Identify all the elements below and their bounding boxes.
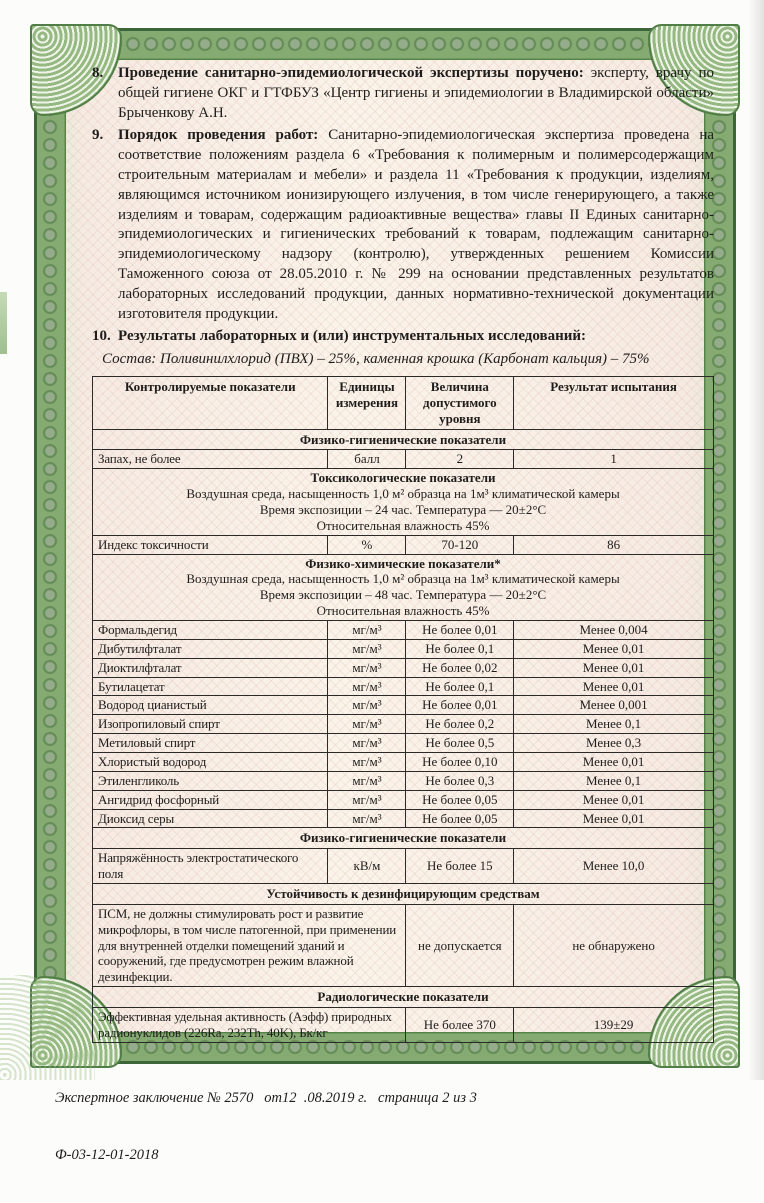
footer-conclusion-number: Экспертное заключение № 2570 от12 .08.2019 г. страница 2 из 3 bbox=[55, 1089, 477, 1106]
table-row bbox=[93, 771, 714, 790]
section-condition-line: Время экспозиции – 24 час. Температура — 20±2°С bbox=[259, 501, 547, 517]
indicator-result: Менее 0,3 bbox=[514, 734, 714, 753]
section-condition-line: Воздушная среда, насыщенность 1,0 м² образца на 1м³ климатической камеры bbox=[186, 486, 620, 502]
table-section-row bbox=[93, 429, 714, 450]
table-row bbox=[93, 849, 714, 884]
indicator-name: Этиленгликоль bbox=[93, 771, 328, 790]
section-block bbox=[93, 469, 714, 535]
indicator-limit: Не более 15 bbox=[406, 849, 514, 884]
table-row bbox=[93, 753, 714, 772]
indicator-unit: мг/м³ bbox=[328, 734, 406, 753]
indicator-unit: мг/м³ bbox=[328, 753, 406, 772]
section-title: Физико-гигиенические показатели bbox=[93, 429, 714, 450]
indicator-limit: Не более 0,2 bbox=[406, 715, 514, 734]
indicator-name: Формальдегид bbox=[93, 620, 328, 639]
indicator-unit: мг/м³ bbox=[328, 696, 406, 715]
indicator-result: Менее 0,1 bbox=[514, 715, 714, 734]
indicator-result: Менее 0,01 bbox=[514, 809, 714, 828]
indicator-limit: Не более 0,5 bbox=[406, 734, 514, 753]
indicator-unit: мг/м³ bbox=[328, 771, 406, 790]
paragraph-text bbox=[118, 327, 586, 347]
section-condition-line: Относительная влажность 45% bbox=[316, 517, 490, 533]
border-ornament-left bbox=[34, 28, 66, 1064]
table-header-row bbox=[93, 376, 714, 429]
table-row bbox=[93, 677, 714, 696]
paragraph-number: 10. bbox=[92, 328, 111, 345]
indicator-result: 139±29 bbox=[514, 1008, 714, 1043]
scan-edge-artifact bbox=[0, 292, 7, 354]
section-title: Радиологические показатели bbox=[93, 987, 714, 1008]
paragraph-10 bbox=[92, 327, 714, 347]
paragraph-text bbox=[118, 64, 714, 123]
table-row bbox=[93, 734, 714, 753]
section-title: Физико-химические показатели* bbox=[305, 555, 501, 571]
paragraph-rest: эксперту, врачу по общей гигиене ОКГ и ГТФБУЗ «Центр гигиены и эпидемиологии в Владимирской области» Брыченкову А.Н. bbox=[118, 65, 714, 121]
indicator-name: Эффективная удельная активность (Аэфф) природных радионуклидов (226Ra, 232Th, 40K), Бк/кг bbox=[93, 1008, 406, 1043]
indicator-name: ПСМ, не должны стимулировать рост и развитие микрофлоры, в том числе патогенной, при применении для внутренней отделки помещений зданий и сооружений, где предусмотрен режим влажной дезинфекции. bbox=[93, 904, 406, 986]
section-title: Физико-гигиенические показатели bbox=[93, 828, 714, 849]
indicator-unit: мг/м³ bbox=[328, 809, 406, 828]
composition-line: Состав: Поливинилхлорид (ПВХ) – 25%, каменная крошка (Карбонат кальция) – 75% bbox=[102, 351, 650, 368]
indicator-limit: 70-120 bbox=[406, 535, 514, 554]
indicator-result: Менее 0,01 bbox=[514, 790, 714, 809]
indicator-unit: кВ/м bbox=[328, 849, 406, 884]
table-section-row bbox=[93, 884, 714, 905]
paragraph-9 bbox=[92, 126, 714, 324]
indicator-result: Менее 0,01 bbox=[514, 658, 714, 677]
footer-form-code: Ф-03-12-01-2018 bbox=[55, 1146, 159, 1163]
indicator-limit: Не более 0,05 bbox=[406, 790, 514, 809]
indicator-limit: Не более 0,1 bbox=[406, 677, 514, 696]
col-header-units: Единицы измерения bbox=[328, 376, 406, 429]
indicator-limit: Не более 0,3 bbox=[406, 771, 514, 790]
indicator-result: Менее 0,001 bbox=[514, 696, 714, 715]
indicator-name: Бутилацетат bbox=[93, 677, 328, 696]
indicator-result: Менее 0,01 bbox=[514, 639, 714, 658]
indicator-limit: Не более 0,10 bbox=[406, 753, 514, 772]
results-table bbox=[92, 376, 714, 1043]
section-block bbox=[93, 554, 714, 620]
paragraph-lead: Проведение санитарно-эпидемиологической экспертизы поручено: bbox=[118, 65, 584, 81]
indicator-limit: Не более 0,02 bbox=[406, 658, 514, 677]
page-footer bbox=[55, 1051, 714, 1203]
table-row bbox=[93, 450, 714, 469]
indicator-name: Изопропиловый спирт bbox=[93, 715, 328, 734]
indicator-name: Хлористый водород bbox=[93, 753, 328, 772]
table-section-row bbox=[93, 554, 714, 620]
indicator-name: Ангидрид фосфорный bbox=[93, 790, 328, 809]
table-row bbox=[93, 696, 714, 715]
paragraph-lead: Результаты лабораторных и (или) инструментальных исследований: bbox=[118, 328, 587, 345]
paragraph-number: 9. bbox=[92, 127, 104, 144]
indicator-limit: 2 bbox=[406, 450, 514, 469]
indicator-name: Запах, не более bbox=[93, 450, 328, 469]
table-row bbox=[93, 715, 714, 734]
indicator-name: Напряжённость электростатического поля bbox=[93, 849, 328, 884]
indicator-name: Дибутилфталат bbox=[93, 639, 328, 658]
indicator-unit: балл bbox=[328, 450, 406, 469]
section-title: Устойчивость к дезинфицирующим средствам bbox=[93, 884, 714, 905]
table-row bbox=[93, 904, 714, 986]
indicator-limit: Не более 0,01 bbox=[406, 620, 514, 639]
paragraph-rest: Санитарно-эпидемиологическая экспертиза проведена на соответствие положениям раздела 6 «Требования к полимерным и полимерсодержащим строительным материалам и мебели» и раздела 11 «Требования к продукции, изделиям, являющимся источником ионизирующего излучения, в том числе генерирующего, а также изделиям и товарам, содержащим радиоактивные вещества» главы II Единых санитарно-эпидемиологических и гигиенических требований к товарам, подлежащим санитарно-эпидемиологическому надзору (контролю), утвержденных решением Комиссии Таможенного союза от 28.05.2010 г. № 299 на основании представленных результатов лабораторных исследований продукции, данных нормативно-технической документации изготовителя продукции. bbox=[118, 127, 715, 322]
table-section-row bbox=[93, 469, 714, 535]
indicator-limit: Не более 0,05 bbox=[406, 809, 514, 828]
col-header-allowed-level: Величина допустимого уровня bbox=[406, 376, 514, 429]
indicator-result: не обнаружено bbox=[514, 904, 714, 986]
indicator-result: Менее 0,01 bbox=[514, 677, 714, 696]
indicator-unit: мг/м³ bbox=[328, 620, 406, 639]
indicator-limit: не допускается bbox=[406, 904, 514, 986]
indicator-name: Диоксид серы bbox=[93, 809, 328, 828]
indicator-limit: Не более 0,1 bbox=[406, 639, 514, 658]
table-row bbox=[93, 639, 714, 658]
paragraph-number: 8. bbox=[92, 65, 104, 81]
indicator-result: 86 bbox=[514, 535, 714, 554]
section-condition-line: Воздушная среда, насыщенность 1,0 м² образца на 1м³ климатической камеры bbox=[186, 571, 620, 587]
indicator-limit: Не более 0,01 bbox=[406, 696, 514, 715]
indicator-name: Метиловый спирт bbox=[93, 734, 328, 753]
document-page-content bbox=[55, 64, 715, 1203]
indicator-unit: мг/м³ bbox=[328, 639, 406, 658]
table-row bbox=[93, 658, 714, 677]
indicator-unit: мг/м³ bbox=[328, 790, 406, 809]
table-section-row bbox=[93, 828, 714, 849]
paragraph-text bbox=[118, 126, 714, 324]
indicator-result: 1 bbox=[514, 450, 714, 469]
table-section-row bbox=[93, 987, 714, 1008]
paragraph-8 bbox=[92, 64, 714, 123]
indicator-unit: мг/м³ bbox=[328, 658, 406, 677]
results-table-head bbox=[93, 376, 714, 429]
indicator-result: Менее 10,0 bbox=[514, 849, 714, 884]
indicator-unit: мг/м³ bbox=[328, 715, 406, 734]
border-ornament-top bbox=[34, 28, 736, 60]
table-row bbox=[93, 620, 714, 639]
table-row bbox=[93, 809, 714, 828]
indicator-unit: мг/м³ bbox=[328, 677, 406, 696]
indicator-name: Водород цианистый bbox=[93, 696, 328, 715]
results-table-body bbox=[93, 429, 714, 1042]
table-row bbox=[93, 1008, 714, 1043]
indicator-limit: Не более 370 bbox=[406, 1008, 514, 1043]
indicator-name: Индекс токсичности bbox=[93, 535, 328, 554]
table-row bbox=[93, 790, 714, 809]
col-header-test-result: Результат испытания bbox=[514, 376, 714, 429]
table-row bbox=[93, 535, 714, 554]
section-condition-line: Относительная влажность 45% bbox=[316, 603, 490, 619]
section-title: Токсикологические показатели bbox=[310, 470, 496, 486]
indicator-result: Менее 0,004 bbox=[514, 620, 714, 639]
indicator-result: Менее 0,1 bbox=[514, 771, 714, 790]
section-condition-line: Время экспозиции – 48 час. Температура — 20±2°С bbox=[259, 587, 547, 603]
indicator-result: Менее 0,01 bbox=[514, 753, 714, 772]
col-header-indicators: Контролируемые показатели bbox=[93, 376, 328, 429]
indicator-name: Диоктилфталат bbox=[93, 658, 328, 677]
paragraph-lead: Порядок проведения работ: bbox=[118, 127, 319, 144]
indicator-unit: % bbox=[328, 535, 406, 554]
